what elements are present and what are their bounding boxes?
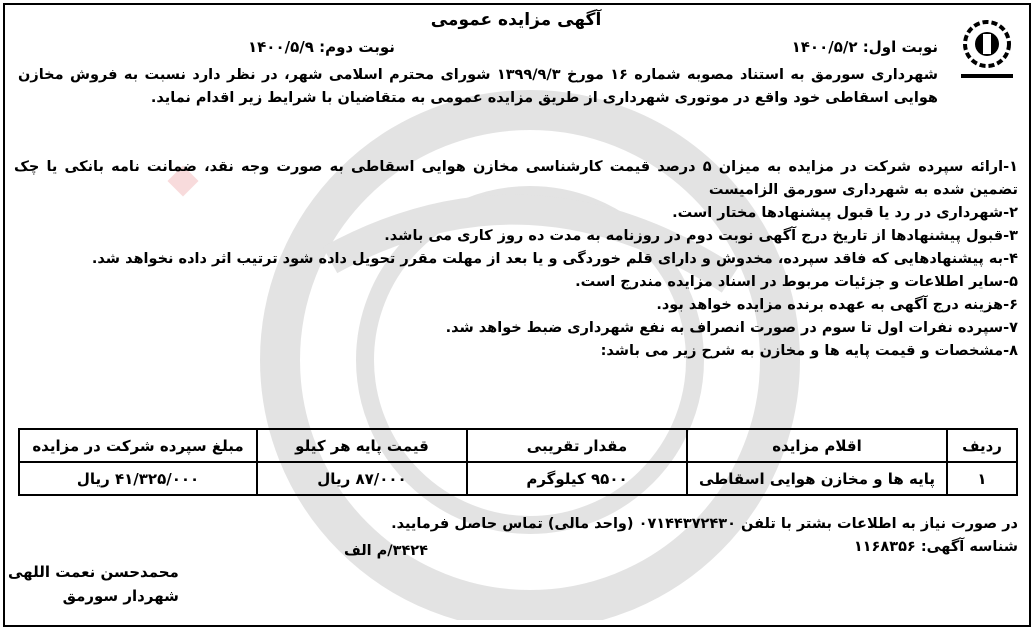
notice-dates bbox=[118, 38, 938, 62]
table-header-row bbox=[19, 429, 1017, 462]
first-notice-date: نوبت اول: ۱۴۰۰/۵/۲ bbox=[791, 38, 938, 56]
table-cell: پایه ها و مخازن هوایی اسقاطی bbox=[687, 462, 947, 495]
signature-block bbox=[8, 560, 179, 608]
condition-item: ۸-مشخصات و قیمت پایه ها و مخازن به شرح زیر می باشد: bbox=[600, 343, 1018, 359]
table-cell: ۱ bbox=[947, 462, 1017, 495]
auction-table bbox=[18, 428, 1018, 496]
condition-item: ۱-ارائه سپرده شرکت در مزایده به میزان ۵ درصد قیمت کارشناسی مخازن هوایی اسقاطی به صورت وجه نقد، ضمانت نامه بانکی یا چک تضمین شده به شهرداری سورمق الزامیست bbox=[14, 159, 1018, 198]
table-header: ردیف bbox=[947, 429, 1017, 462]
second-notice-date: نوبت دوم: ۱۴۰۰/۵/۹ bbox=[248, 38, 395, 56]
ad-id: شناسه آگهی: ۱۱۶۸۳۵۶ bbox=[853, 539, 1018, 555]
condition-item: ۵-سایر اطلاعات و جزئیات مربوط در اسناد مزایده مندرج است. bbox=[575, 274, 1018, 290]
footer-info bbox=[14, 513, 1018, 559]
condition-item: ۳-قبول پیشنهادها از تاریخ درج آگهی نوبت دوم در روزنامه به مدت ده روز کاری می باشد. bbox=[384, 228, 1018, 244]
condition-item: ۲-شهرداری در رد یا قبول پیشنهادها مختار است. bbox=[672, 205, 1018, 221]
table-row bbox=[19, 462, 1017, 495]
condition-item: ۴-به پیشنهادهایی که فاقد سپرده، مخدوش و دارای قلم خوردگی و یا بعد از مهلت مقرر تحویل داده شود ترتیب اثر داده نخواهد شد. bbox=[91, 251, 1018, 267]
reference-code: ۳۴۲۴/م الف bbox=[343, 543, 428, 559]
condition-item: ۶-هزینه درج آگهی به عهده برنده مزایده خواهد بود. bbox=[656, 297, 1018, 313]
table-header: قیمت پایه هر کیلو bbox=[257, 429, 467, 462]
table-header: مبلغ سپرده شرکت در مزایده bbox=[19, 429, 257, 462]
contact-line: در صورت نیاز به اطلاعات بشتر با تلفن ۰۷۱۴۴۳۷۲۴۳۰ (واحد مالی) تماس حاصل فرمایید. bbox=[391, 516, 1018, 532]
table-cell: ۹۵۰۰ کیلوگرم bbox=[467, 462, 687, 495]
intro-paragraph: شهرداری سورمق به استناد مصوبه شماره ۱۶ مورخ ۱۳۹۹/۹/۳ شورای محترم اسلامی شهر، در نظر دارد نسبت به فروش مخازن هوایی اسقاطی خود واقع در موتوری شهرداری از طریق مزایده عمومی به متقاضیان با شرایط زیر اقدام نماید. bbox=[18, 67, 938, 106]
conditions-list bbox=[14, 156, 1018, 363]
signer-name: محمدحسن نعمت اللهی bbox=[8, 563, 179, 581]
table-cell: ۸۷/۰۰۰ ریال bbox=[257, 462, 467, 495]
condition-item: ۷-سپرده نفرات اول تا سوم در صورت انصراف به نفع شهرداری ضبط خواهد شد. bbox=[445, 320, 1018, 336]
table-header: اقلام مزایده bbox=[687, 429, 947, 462]
municipality-logo bbox=[956, 16, 1018, 88]
table-cell: ۴۱/۳۲۵/۰۰۰ ریال bbox=[19, 462, 257, 495]
signer-title: شهردار سورمق bbox=[62, 587, 179, 605]
notice-title: آگهی مزایده عمومی bbox=[430, 10, 602, 30]
table-header: مقدار تقریبی bbox=[467, 429, 687, 462]
